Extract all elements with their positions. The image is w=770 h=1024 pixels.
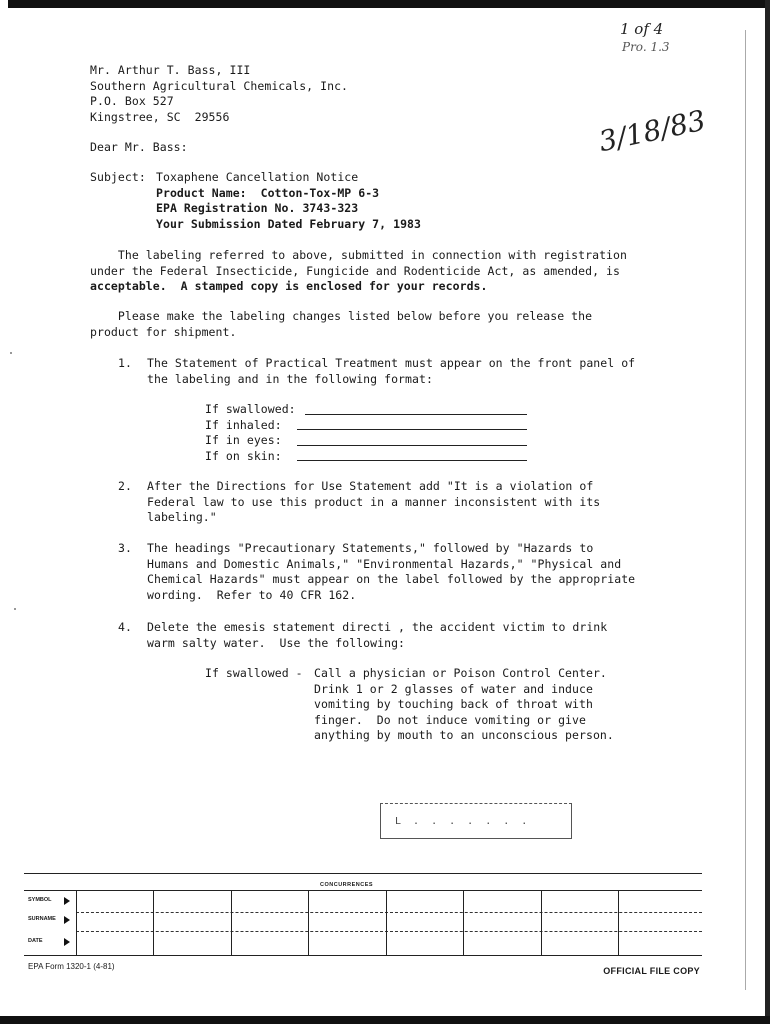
paragraph-line: Please make the labeling changes listed below before you release the (90, 309, 593, 323)
form-id: EPA Form 1320-1 (4-81) (28, 962, 115, 971)
item-line: Federal law to use this product in a manner inconsistent with its (147, 494, 601, 509)
format-label: If swallowed: (205, 402, 296, 416)
subject-line: Toxaphene Cancellation Notice (156, 170, 359, 184)
item-line: The Statement of Practical Treatment must appear on the front panel of (147, 356, 636, 370)
item-line: After the Directions for Use Statement add "It is a violation of (147, 479, 594, 493)
row-label-symbol: SYMBOL (28, 897, 52, 903)
arrow-right-icon (64, 938, 70, 946)
paragraph-line: acceptable. A stamped copy is enclosed for your records. (90, 279, 488, 293)
column-divider (463, 890, 464, 955)
blank-line (297, 460, 527, 461)
item-number: 1. (118, 356, 132, 370)
stamp-text: L . . . . . . . (395, 816, 531, 827)
first-aid-line: finger. Do not induce vomiting or give (314, 712, 586, 727)
official-file-copy: OFFICIAL FILE COPY (603, 966, 700, 976)
item-line: Chemical Hazards" must appear on the label followed by the appropriate (147, 572, 636, 586)
column-divider (386, 890, 387, 955)
item-line: warm salty water. Use the following: (147, 635, 406, 650)
blank-line (297, 445, 527, 446)
salutation: Dear Mr. Bass: (90, 140, 188, 154)
paragraph-line: under the Federal Insecticide, Fungicide and Rodenticide Act, as amended, is (90, 263, 620, 278)
first-aid-line: Call a physician or Poison Control Center. (314, 666, 607, 680)
scan-speck (10, 352, 12, 354)
form-top-rule (24, 873, 702, 874)
concurrences-label: CONCURRENCES (320, 882, 374, 888)
column-divider (541, 890, 542, 955)
handwritten-note: Pro. 1.3 (622, 40, 670, 54)
scan-border-top (8, 0, 770, 8)
arrow-right-icon (64, 897, 70, 905)
row-label-date: DATE (28, 938, 43, 944)
form-rule (24, 890, 702, 891)
arrow-right-icon (64, 916, 70, 924)
column-divider (618, 890, 619, 955)
scan-fold-line (745, 30, 746, 990)
format-label: If on skin: (205, 448, 282, 463)
item-line: the labeling and in the following format: (147, 371, 433, 386)
row-divider (76, 912, 702, 913)
first-aid-label: If swallowed - (205, 666, 303, 680)
first-aid-line: anything by mouth to an unconscious person. (314, 728, 614, 742)
handwritten-page-marker: 1 of 4 (620, 20, 664, 38)
column-divider (231, 890, 232, 955)
item-line: The headings "Precautionary Statements," followed by "Hazards to (147, 541, 594, 555)
item-line: Humans and Domestic Animals," "Environmental Hazards," "Physical and (147, 556, 622, 571)
item-number: 3. (118, 541, 132, 555)
subject-label: Subject: (90, 170, 146, 184)
column-divider (153, 890, 154, 955)
first-aid-line: vomiting by touching back of throat with (314, 697, 593, 711)
format-label: If in eyes: (205, 433, 282, 447)
item-number: 2. (118, 479, 132, 493)
subject-line: Product Name: Cotton-Tox-MP 6-3 (156, 185, 380, 200)
item-number: 4. (118, 620, 132, 634)
row-divider (76, 931, 702, 932)
scan-speck (14, 608, 16, 610)
format-label: If inhaled: (205, 417, 282, 432)
subject-line: Your Submission Dated February 7, 1983 (156, 216, 421, 231)
scan-border-right (765, 0, 770, 1024)
scan-border-bottom (0, 1016, 770, 1024)
column-divider (76, 890, 77, 955)
faint-stamp (380, 803, 572, 839)
blank-line (305, 414, 527, 415)
address-line: Southern Agricultural Chemicals, Inc. (90, 78, 349, 93)
form-bottom-rule (24, 955, 702, 956)
column-divider (308, 890, 309, 955)
first-aid-line: Drink 1 or 2 glasses of water and induce (314, 681, 593, 696)
blank-line (297, 429, 527, 430)
address-line: P.O. Box 527 (90, 94, 174, 108)
row-label-surname: SURNAME (28, 916, 56, 922)
address-line: Mr. Arthur T. Bass, III (90, 63, 251, 77)
address-line: Kingstree, SC 29556 (90, 109, 230, 124)
item-line: labeling." (147, 510, 217, 524)
handwritten-date: 3/18/83 (596, 103, 709, 159)
subject-line: EPA Registration No. 3743-323 (156, 201, 359, 215)
paragraph-line: product for shipment. (90, 324, 237, 339)
item-line: Delete the emesis statement directi , the accident victim to drink (147, 620, 608, 634)
paragraph-line: The labeling referred to above, submitted in connection with registration (90, 248, 627, 262)
item-line: wording. Refer to 40 CFR 162. (147, 587, 357, 602)
